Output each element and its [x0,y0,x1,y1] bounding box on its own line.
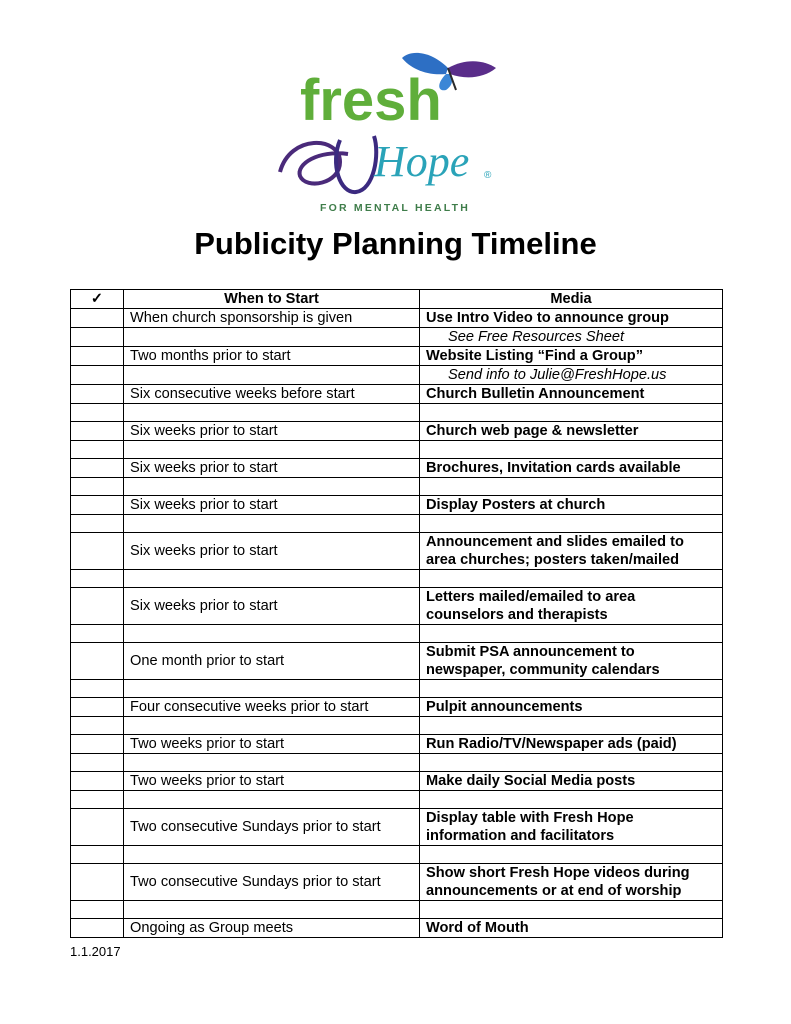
table-row [71,328,723,347]
when-cell [124,680,420,698]
when-cell [124,441,420,459]
media-cell: Word of Mouth [420,919,723,938]
when-cell: Six consecutive weeks before start [124,385,420,404]
when-cell: Two consecutive Sundays prior to start [124,864,420,901]
header-when-to-start: When to Start [124,290,420,309]
media-cell: Church Bulletin Announcement [420,385,723,404]
check-cell[interactable] [71,901,124,919]
check-cell[interactable] [71,680,124,698]
media-cell [420,846,723,864]
table-row [71,846,723,864]
checkmark-icon: ✓ [71,290,124,309]
media-cell [420,791,723,809]
table-row [71,772,723,791]
check-cell[interactable] [71,919,124,938]
check-cell[interactable] [71,309,124,328]
timeline-body [71,309,723,938]
table-row [71,496,723,515]
media-cell: Make daily Social Media posts [420,772,723,791]
media-cell [420,478,723,496]
check-cell[interactable] [71,533,124,570]
when-cell [124,366,420,385]
table-row [71,791,723,809]
media-cell [420,404,723,422]
when-cell: Six weeks prior to start [124,496,420,515]
table-row [71,309,723,328]
table-row [71,515,723,533]
check-cell[interactable] [71,515,124,533]
when-cell [124,717,420,735]
when-cell: Six weeks prior to start [124,422,420,441]
media-cell: Church web page & newsletter [420,422,723,441]
check-cell[interactable] [71,754,124,772]
table-row [71,441,723,459]
check-cell[interactable] [71,772,124,791]
table-row [71,698,723,717]
media-cell: Use Intro Video to announce group [420,309,723,328]
when-cell: Two consecutive Sundays prior to start [124,809,420,846]
table-row [71,422,723,441]
logo-tagline: FOR MENTAL HEALTH [320,202,470,214]
when-cell: Six weeks prior to start [124,533,420,570]
table-row [71,643,723,680]
logo-registered-mark: ® [484,170,492,181]
table-row [71,478,723,496]
check-cell[interactable] [71,791,124,809]
media-cell [420,625,723,643]
table-row [71,809,723,846]
check-cell[interactable] [71,864,124,901]
check-cell[interactable] [71,717,124,735]
when-cell: Two weeks prior to start [124,735,420,754]
table-row [71,570,723,588]
media-cell: Display table with Fresh Hope information and facilitators [420,809,723,846]
fresh-hope-logo-graphic [270,44,520,222]
when-cell: Ongoing as Group meets [124,919,420,938]
document-date: 1.1.2017 [70,944,121,959]
table-row [71,366,723,385]
media-cell: Run Radio/TV/Newspaper ads (paid) [420,735,723,754]
table-row [71,919,723,938]
check-cell[interactable] [71,478,124,496]
when-cell [124,404,420,422]
when-cell [124,328,420,347]
timeline-table [70,289,723,938]
table-row [71,533,723,570]
table-row [71,680,723,698]
media-cell: Send info to Julie@FreshHope.us [420,366,723,385]
check-cell[interactable] [71,404,124,422]
when-cell [124,754,420,772]
when-cell: When church sponsorship is given [124,309,420,328]
when-cell [124,791,420,809]
check-cell[interactable] [71,459,124,478]
check-cell[interactable] [71,735,124,754]
media-cell [420,441,723,459]
media-cell [420,901,723,919]
when-cell: Six weeks prior to start [124,459,420,478]
header-media: Media [420,290,723,309]
when-cell: Two weeks prior to start [124,772,420,791]
table-row [71,385,723,404]
page-title: Publicity Planning Timeline [194,226,597,261]
check-cell[interactable] [71,698,124,717]
when-cell [124,901,420,919]
when-cell: One month prior to start [124,643,420,680]
fresh-hope-logo [270,44,520,222]
media-cell: See Free Resources Sheet [420,328,723,347]
table-header-row [71,290,723,309]
media-cell: Pulpit announcements [420,698,723,717]
table-row [71,864,723,901]
table-row [71,901,723,919]
check-cell[interactable] [71,385,124,404]
check-cell[interactable] [71,809,124,846]
media-cell: Letters mailed/emailed to area counselors and therapists [420,588,723,625]
check-cell[interactable] [71,570,124,588]
check-cell[interactable] [71,347,124,366]
when-cell: Two months prior to start [124,347,420,366]
media-cell: Brochures, Invitation cards available [420,459,723,478]
when-cell: Four consecutive weeks prior to start [124,698,420,717]
table-row [71,625,723,643]
check-cell[interactable] [71,846,124,864]
check-cell[interactable] [71,422,124,441]
table-row [71,735,723,754]
media-cell: Submit PSA announcement to newspaper, community calendars [420,643,723,680]
media-cell [420,754,723,772]
table-row [71,717,723,735]
media-cell: Website Listing “Find a Group” [420,347,723,366]
when-cell [124,515,420,533]
logo-word-hope: Hope [374,137,470,186]
logo-word-fresh: fresh [300,68,442,133]
table-row [71,459,723,478]
when-cell: Six weeks prior to start [124,588,420,625]
check-cell[interactable] [71,496,124,515]
when-cell [124,478,420,496]
media-cell [420,717,723,735]
table-row [71,588,723,625]
check-cell[interactable] [71,441,124,459]
check-cell[interactable] [71,625,124,643]
media-cell [420,515,723,533]
check-cell[interactable] [71,643,124,680]
table-row [71,347,723,366]
when-cell [124,625,420,643]
media-cell: Show short Fresh Hope videos during announcements or at end of worship [420,864,723,901]
check-cell[interactable] [71,328,124,347]
when-cell [124,846,420,864]
check-cell[interactable] [71,366,124,385]
media-cell [420,680,723,698]
when-cell [124,570,420,588]
check-cell[interactable] [71,588,124,625]
media-cell: Display Posters at church [420,496,723,515]
media-cell: Announcement and slides emailed to area churches; posters taken/mailed [420,533,723,570]
table-row [71,754,723,772]
table-row [71,404,723,422]
media-cell [420,570,723,588]
